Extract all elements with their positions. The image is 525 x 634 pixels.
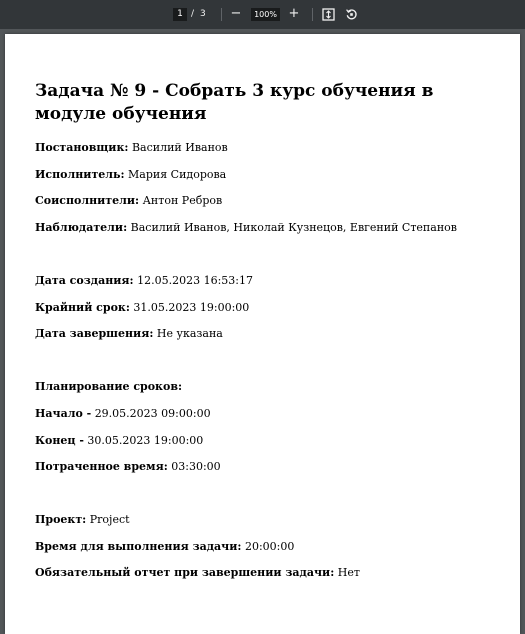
total-pages: 3 (200, 9, 206, 19)
rotate-button[interactable] (345, 8, 358, 21)
exec-time-row (35, 540, 505, 554)
rotate-icon (345, 8, 358, 21)
spent-time-value: 03:30:00 (171, 460, 221, 473)
coassignees-label: Соисполнители: (35, 194, 140, 207)
page-number-input[interactable] (173, 8, 187, 21)
observers-label: Наблюдатели: (35, 221, 128, 234)
creator-value: Василий Иванов (131, 141, 228, 154)
zoom-level-input[interactable] (251, 8, 280, 21)
assignee-row (35, 168, 505, 182)
created-date-row (35, 274, 505, 288)
project-value: Project (89, 513, 130, 526)
creator-label: Постановщик: (35, 141, 129, 154)
coassignees-value: Антон Ребров (142, 194, 223, 207)
report-value: Нет (337, 566, 360, 579)
deadline-value: 31.05.2023 19:00:00 (133, 301, 250, 314)
observers-row (35, 221, 505, 235)
spent-time-row (35, 460, 505, 474)
fit-page-icon (322, 8, 335, 21)
completed-date-label: Дата завершения: (35, 327, 154, 340)
zoom-out-button[interactable]: − (230, 6, 242, 21)
start-label: Начало - (35, 407, 92, 420)
observers-value: Василий Иванов, Николай Кузнецов, Евгений Степанов (130, 221, 457, 234)
project-row (35, 513, 505, 527)
deadline-label: Крайний срок: (35, 301, 130, 314)
end-value: 30.05.2023 19:00:00 (87, 434, 204, 447)
toolbar-divider (312, 8, 313, 21)
spent-time-label: Потраченное время: (35, 460, 168, 473)
completed-date-row (35, 327, 505, 341)
end-row (35, 434, 505, 448)
creator-row (35, 141, 505, 155)
project-label: Проект: (35, 513, 87, 526)
pdf-toolbar (0, 0, 525, 29)
fit-to-page-button[interactable] (322, 8, 335, 21)
created-date-value: 12.05.2023 16:53:17 (137, 274, 253, 287)
page-separator: / (191, 9, 195, 19)
task-title: Задача № 9 - Собрать 3 курс обучения в модуле обучения (35, 81, 434, 124)
report-label: Обязательный отчет при завершении задачи: (35, 566, 335, 579)
completed-date-value: Не указана (156, 327, 223, 340)
document-page (5, 34, 520, 634)
end-label: Конец - (35, 434, 84, 447)
toolbar-divider (221, 8, 222, 21)
assignee-label: Исполнитель: (35, 168, 125, 181)
start-value: 29.05.2023 09:00:00 (94, 407, 211, 420)
exec-time-value: 20:00:00 (244, 540, 295, 553)
report-row (35, 566, 505, 580)
planning-label: Планирование сроков: (35, 380, 183, 393)
created-date-label: Дата создания: (35, 274, 134, 287)
coassignees-row (35, 194, 505, 208)
exec-time-label: Время для выполнения задачи: (35, 540, 242, 553)
zoom-in-button[interactable]: + (288, 6, 300, 21)
deadline-row (35, 301, 505, 315)
planning-heading (35, 380, 505, 394)
assignee-value: Мария Сидорова (128, 168, 227, 181)
start-row (35, 407, 505, 421)
